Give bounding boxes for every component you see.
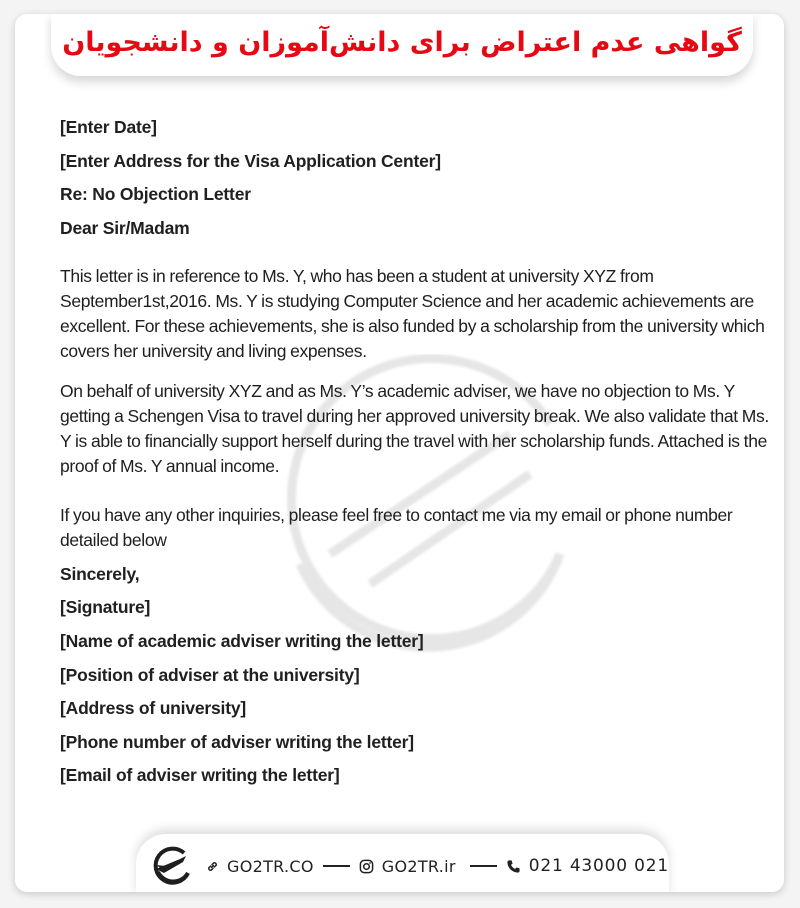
- footer-contact-bar: [136, 834, 669, 892]
- separator-dash: [323, 865, 350, 867]
- letter-address: [Enter Address for the Visa Application Center]: [60, 150, 441, 171]
- plane-circle-logo-icon: [150, 845, 194, 889]
- phone-link[interactable]: [506, 856, 669, 876]
- letter-date: [Enter Date]: [60, 117, 157, 137]
- page-title: گواهی عدم اعتراض برای دانش‌آموزان و دانشجویان: [62, 26, 742, 58]
- letter-body: [60, 117, 780, 799]
- letter-salutation: Dear Sir/Madam: [60, 217, 190, 238]
- letter-paragraph-1: This letter is in reference to Ms. Y, who has been a student at university XYZ from September1st,2016. Ms. Y is studying Computer Science and her academic achievements are excellent. For these achievements, she is also funded by a scholarship from the university which covers her university and living expenses.: [60, 265, 765, 361]
- phone-text: 021 43000 021: [528, 856, 669, 876]
- title-banner: [51, 14, 753, 76]
- adviser-name-line: [Name of academic adviser writing the letter]: [60, 630, 424, 651]
- letter-card: [15, 14, 784, 892]
- instagram-text: GO2TR.ir: [381, 856, 456, 876]
- adviser-phone-line: [Phone number of adviser writing the letter]: [60, 731, 414, 752]
- instagram-icon: [359, 859, 374, 874]
- link-icon: [206, 860, 219, 873]
- letter-paragraph-3: If you have any other inquiries, please feel free to contact me via my email or phone number detailed below: [60, 504, 733, 550]
- signature-line: [Signature]: [60, 597, 151, 618]
- signature-block: [60, 564, 780, 786]
- letter-paragraph-2: On behalf of university XYZ and as Ms. Y’s academic adviser, we have no objection to Ms. Y getting a Schengen Visa to travel during her approved university break. We also validate that Ms. Y is able to financially support herself during the travel with her scholarship funds. Attached is the proof of Ms. Y annual income.: [60, 380, 769, 476]
- adviser-position-line: [Position of adviser at the university]: [60, 664, 360, 685]
- instagram-link[interactable]: [359, 857, 456, 876]
- phone-icon: [506, 859, 521, 874]
- letter-closing: Sincerely,: [60, 563, 140, 584]
- university-address-line: [Address of university]: [60, 698, 246, 719]
- adviser-email-line: [Email of adviser writing the letter]: [60, 765, 340, 786]
- website-text: GO2TR.CO: [227, 856, 314, 876]
- website-link[interactable]: [206, 857, 314, 876]
- separator-dash: [470, 865, 497, 867]
- letter-subject: Re: No Objection Letter: [60, 184, 251, 205]
